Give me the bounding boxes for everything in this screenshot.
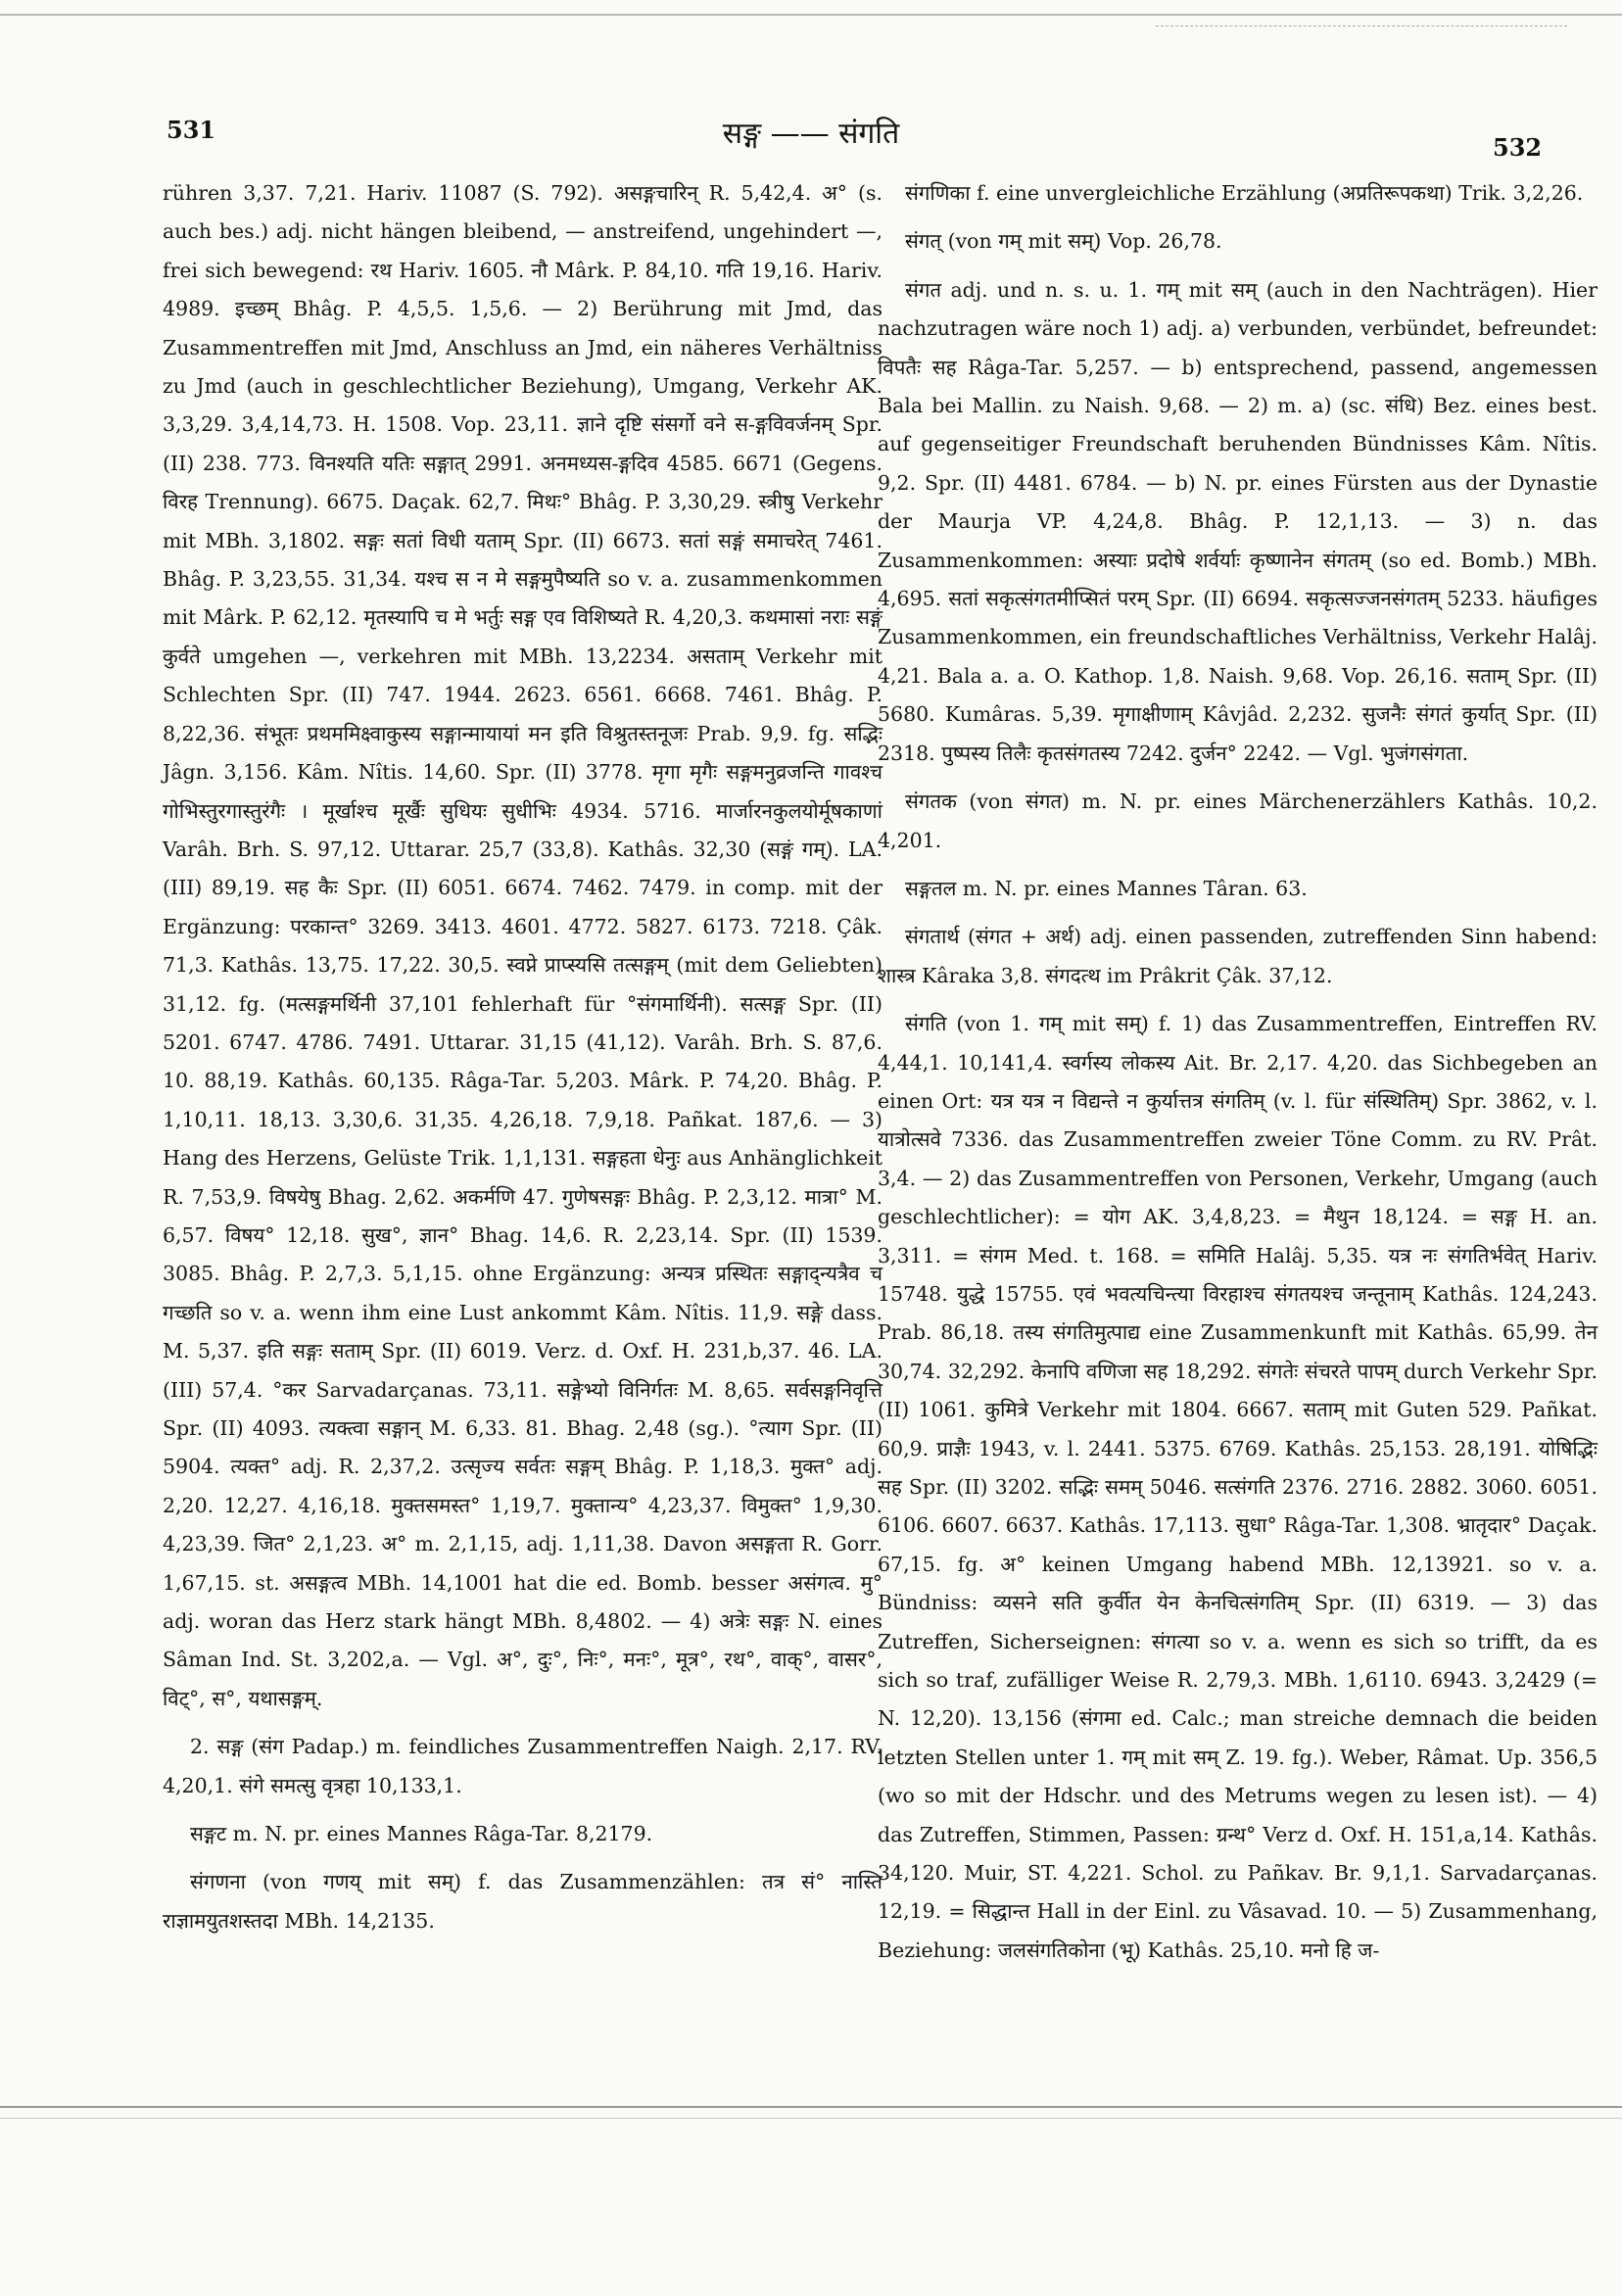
right-paragraph-samgataka: संगतक (von संगत) m. N. pr. eines Märchenerzählers Kathâs. 10,2. 4,201. <box>878 789 1598 852</box>
right-paragraph-sangatala: सङ्गतल m. N. pr. eines Mannes Târan. 63. <box>905 876 1308 900</box>
left-paragraph-samganana: संगणना (von गणय् mit सम्) f. das Zusammenzählen: तत्र सं° नास्ति राज्ञामयुतशस्तदा MBh. 14,2135. <box>163 1870 883 1933</box>
left-column <box>163 174 883 1950</box>
right-paragraph-samgatartha: संगतार्थ (संगत + अर्थ) adj. einen passenden, zutreffenden Sinn habend: शास्त्र Kâraka 3,8. संगदत्थ im Prâkrit Çâk. 37,12. <box>878 925 1598 987</box>
right-column <box>878 174 1598 1980</box>
page-number-left: 531 <box>167 116 216 144</box>
right-paragraph-samgata: संगत adj. und n. s. u. 1. गम् mit सम् (auch in den Nachträgen). Hier nachzutragen wäre noch 1) adj. a) verbunden, verbündet, befreundet: विपतैः सह Râga-Tar. 5,257. — b) entsprechend, passend, angemessen Bala bei Mallin. zu Naish. 9,68. — 2) m. a) (sc. संधि) Bez. eines best. auf gegenseitiger Freundschaft beruhenden Bündnisses Kâm. Nîtis. 9,2. Spr. (II) 4481. 6784. — b) N. pr. eines Fürsten aus der Dynastie der Maurja VP. 4,24,8. Bhâg. P. 12,1,13. — 3) n. das Zusammenkommen: अस्याः प्रदोषे शर्वर्याः कृष्णानेन संगतम् (so ed. Bomb.) MBh. 4,695. सतां सकृत्संगतमीप्सितं परम् Spr. (II) 6694. सकृत्सज्जनसंगतम् 5233. häufiges Zusammenkommen, ein freundschaftliches Verhältniss, Verkehr Halâj. 4,21. Bala a. a. O. Kathop. 1,8. Naish. 9,68. Vop. 26,16. सताम् Spr. (II) 5680. Kumâras. 5,39. मृगाक्षीणाम् Kâvjâd. 2,232. सुजनैः संगतं कुर्यात् Spr. (II) 2318. पुष्पस्य तिलैः कृतसंगतस्य 7242. दुर्जन° 2242. — Vgl. भुजंगसंगता. <box>878 277 1598 765</box>
bottom-rule-thin <box>0 2118 1622 2119</box>
page-header <box>0 108 1622 167</box>
page-number-right: 532 <box>1493 133 1543 162</box>
right-paragraph-samgat: संगत् (von गम् mit सम्) Vop. 26,78. <box>905 229 1222 254</box>
top-scan-rule <box>0 14 1622 16</box>
top-scan-dash <box>1156 25 1567 27</box>
right-paragraph-samgati: संगति (von 1. गम् mit सम्) f. 1) das Zusammentreffen, Eintreffen RV. 4,44,1. 10,141,4. स्वर्गस्य लोकस्य Ait. Br. 2,17. 4,20. das Sichbegeben an einen Ort: यत्र यत्र न विद्यन्ते न कुर्यात्तत्र संगतिम् (v. l. für संस्थितिम्) Spr. 3862, v. l. यात्रोत्सवे 7336. das Zusammentreffen zweier Töne Comm. zu RV. Prât. 3,4. — 2) das Zusammentreffen von Personen, Verkehr, Umgang (auch geschlechtlicher): = योग AK. 3,4,8,23. = मैथुन 18,124. = सङ्ग H. an. 3,311. = संगम Med. t. 168. = समिति Halâj. 5,35. यत्र नः संगतिर्भवेत् Hariv. 15748. युद्धे 15755. एवं भवत्यचिन्त्या विरहाश्च संगतयश्च जन्तूनाम् Kathâs. 124,243. Prab. 86,18. तस्य संगतिमुत्पाद्य eine Zusammenkunft mit Kathâs. 65,99. तेन 30,74. 32,292. केनापि वणिजा सह 18,292. संगतेः संचरते पापम् durch Verkehr Spr. (II) 1061. कुमित्रे Verkehr mit 1804. 6667. सताम् mit Guten 529. Pañkat. 60,9. प्राज्ञैः 1943, v. l. 2441. 5375. 6769. Kathâs. 25,153. 28,191. योषिद्भिः सह Spr. (II) 3202. सद्भिः समम् 5046. सत्संगति 2376. 2716. 2882. 3060. 6051. 6106. 6607. 6637. Kathâs. 17,113. सुधा° Râga-Tar. 1,308. भ्रातृदार° Daçak. 67,15. fg. अ° keinen Umgang habend MBh. 12,13921. so v. a. Bündniss: व्यसने सति कुर्वीत येन केनचित्संगतिम् Spr. (II) 6319. — 3) das Zutreffen, Sicherseignen: संगत्या so v. a. wenn es sich so trifft, da es sich so traf, zufälliger Weise R. 2,79,3. MBh. 1,6110. 6943. 3,2429 (= N. 12,20). 13,156 (संगमा ed. Calc.; man streiche demnach die beiden letzten Stellen unter 1. गम् mit सम् Z. 19. fg.). Weber, Râmat. Up. 356,5 (wo so mit der Hdschr. und des Metrums wegen zu lesen ist). — 4) das Zutreffen, Stimmen, Passen: ग्रन्थ° Verz d. Oxf. H. 151,a,14. Kathâs. 34,120. Muir, ST. 4,221. Schol. zu Pañkav. Br. 9,1,1. Sarvadarçanas. 12,19. = सिद्धान्त Hall in der Einl. zu Vâsavad. 10. — 5) Zusammenhang, Beziehung: जलसंगतिकोना (भू) Kathâs. 25,10. मनो हि ज- <box>878 1012 1598 1962</box>
left-paragraph-sanga-continued: rühren 3,37. 7,21. Hariv. 11087 (S. 792). असङ्गचारिन् R. 5,42,4. अ° (s. auch bes.) adj. nicht hängen bleibend, — anstreifend, ungehindert —, frei sich bewegend: रथ Hariv. 1605. नौ Mârk. P. 84,10. गति 19,16. Hariv. 4989. इच्छम् Bhâg. P. 4,5,5. 1,5,6. — 2) Berührung mit Jmd, das Zusammentreffen mit Jmd, Anschluss an Jmd, ein näheres Verhältniss zu Jmd (auch in geschlechtlicher Beziehung), Umgang, Verkehr AK. 3,3,29. 3,4,14,73. H. 1508. Vop. 23,11. ज्ञाने दृष्टि संसर्गो वने स-ङ्गविवर्जनम् Spr. (II) 238. 773. विनश्यति यतिः सङ्गात् 2991. अनमध्यस-ङ्गदिव 4585. 6671 (Gegens. विरह Trennung). 6675. Daçak. 62,7. मिथः° Bhâg. P. 3,30,29. स्त्रीषु Verkehr mit MBh. 3,1802. सङ्गः सतां विधी यताम् Spr. (II) 6673. सतां सङ्गं समाचरेत् 7461. Bhâg. P. 3,23,55. 31,34. यश्च स न मे सङ्गमुपैष्यति so v. a. zusammenkommen mit Mârk. P. 62,12. मृतस्यापि च मे भर्तुः सङ्ग एव विशिष्यते R. 4,20,3. कथमासां नराः सङ्गं कुर्वते umgehen —, verkehren mit MBh. 13,2234. असताम् Verkehr mit Schlechten Spr. (II) 747. 1944. 2623. 6561. 6668. 7461. Bhâg. P. 8,22,36. संभूतः प्रथममिक्ष्वाकुस्य सङ्गान्मायायां मन इति विश्रुतस्तनूजः Prab. 9,9. fg. सद्भिः Jâgn. 3,156. Kâm. Nîtis. 14,60. Spr. (II) 3778. मृगा मृगैः सङ्गमनुव्रजन्ति गावश्च गोभिस्तुरगास्तुरंगैः । मूर्खाश्च मूर्खैः सुधियः सुधीभिः 4934. 5716. मार्जारनकुलयोर्मूषकाणां Varâh. Brh. S. 97,12. Uttarar. 25,7 (33,8). Kathâs. 32,30 (सङ्गं गम्). LA. (III) 89,19. सह कैः Spr. (II) 6051. 6674. 7462. 7479. in comp. mit der Ergänzung: परकान्त° 3269. 3413. 4601. 4772. 5827. 6173. 7218. Çâk. 71,3. Kathâs. 13,75. 17,22. 30,5. स्वप्ने प्राप्स्यसि तत्सङ्गम् (mit dem Geliebten) 31,12. fg. (मत्सङ्गमर्थिनी 37,101 fehlerhaft für °संगमार्थिनी). सत्सङ्ग Spr. (II) 5201. 6747. 4786. 7491. Uttarar. 31,15 (41,12). Varâh. Brh. S. 87,6. 10. 88,19. Kathâs. 60,135. Râga-Tar. 5,203. Mârk. P. 74,20. Bhâg. P. 1,10,11. 18,13. 3,30,6. 31,35. 4,26,18. 7,9,18. Pañkat. 187,6. — 3) Hang des Herzens, Gelüste Trik. 1,1,131. सङ्गहता धेनुः aus Anhänglichkeit R. 7,53,9. विषयेषु Bhag. 2,62. अकर्मणि 47. गुणेषसङ्गः Bhâg. P. 2,3,12. मात्रा° M. 6,57. विषय° 12,18. सुख°, ज्ञान° Bhag. 14,6. R. 2,23,14. Spr. (II) 1539. 3085. Bhâg. P. 2,7,3. 5,1,15. ohne Ergänzung: अन्यत्र प्रस्थितः सङ्गाद्न्यत्रैव च गच्छति so v. a. wenn ihm eine Lust ankommt Kâm. Nîtis. 11,9. सङ्गे dass. M. 5,37. इति सङ्गः सताम् Spr. (II) 6019. Verz. d. Oxf. H. 231,b,37. 46. LA. (III) 57,4. °कर Sarvadarçanas. 73,11. सङ्गेभ्यो विनिर्गतः M. 8,65. सर्वसङ्गनिवृत्ति Spr. (II) 4093. त्यक्त्वा सङ्गान् M. 6,33. 81. Bhag. 2,48 (sg.). °त्याग Spr. (II) 5904. त्यक्त° adj. R. 2,37,2. उत्सृज्य सर्वतः सङ्गम् Bhâg. P. 1,18,3. मुक्त° adj. 2,20. 12,27. 4,16,18. मुक्तसमस्त° 1,19,7. मुक्तान्य° 4,23,37. विमुक्त° 1,9,30. 4,23,39. जित° 2,1,23. अ° m. 2,1,15, adj. 1,11,38. Davon असङ्गता R. Gorr. 1,67,15. st. असङ्गत्व MBh. 14,1001 hat die ed. Bomb. besser असंगत्व. मु° adj. woran das Herz stark hängt MBh. 8,4802. — 4) अत्रेः सङ्गः N. eines Sâman Ind. St. 3,202,a. — Vgl. अ°, दुः°, निः°, मनः°, मूत्र°, रथ°, वाक्°, वासर°, विट्°, स°, यथासङ्गम्. <box>163 181 883 1710</box>
left-paragraph-sangata: सङ्गट m. N. pr. eines Mannes Râga-Tar. 8,2179. <box>190 1822 653 1846</box>
left-paragraph-sanga-2: 2. सङ्ग (संग Padap.) m. feindliches Zusammentreffen Naigh. 2,17. RV. 4,20,1. संगे समत्सु वृत्रहा 10,133,1. <box>163 1735 883 1797</box>
right-paragraph-samganika: संगणिका f. eine unvergleichliche Erzählung (अप्रतिरूपकथा) Trik. 3,2,26. <box>905 181 1584 205</box>
running-head: सङ्ग —— संगति <box>722 117 900 151</box>
bottom-rule <box>0 2106 1622 2108</box>
